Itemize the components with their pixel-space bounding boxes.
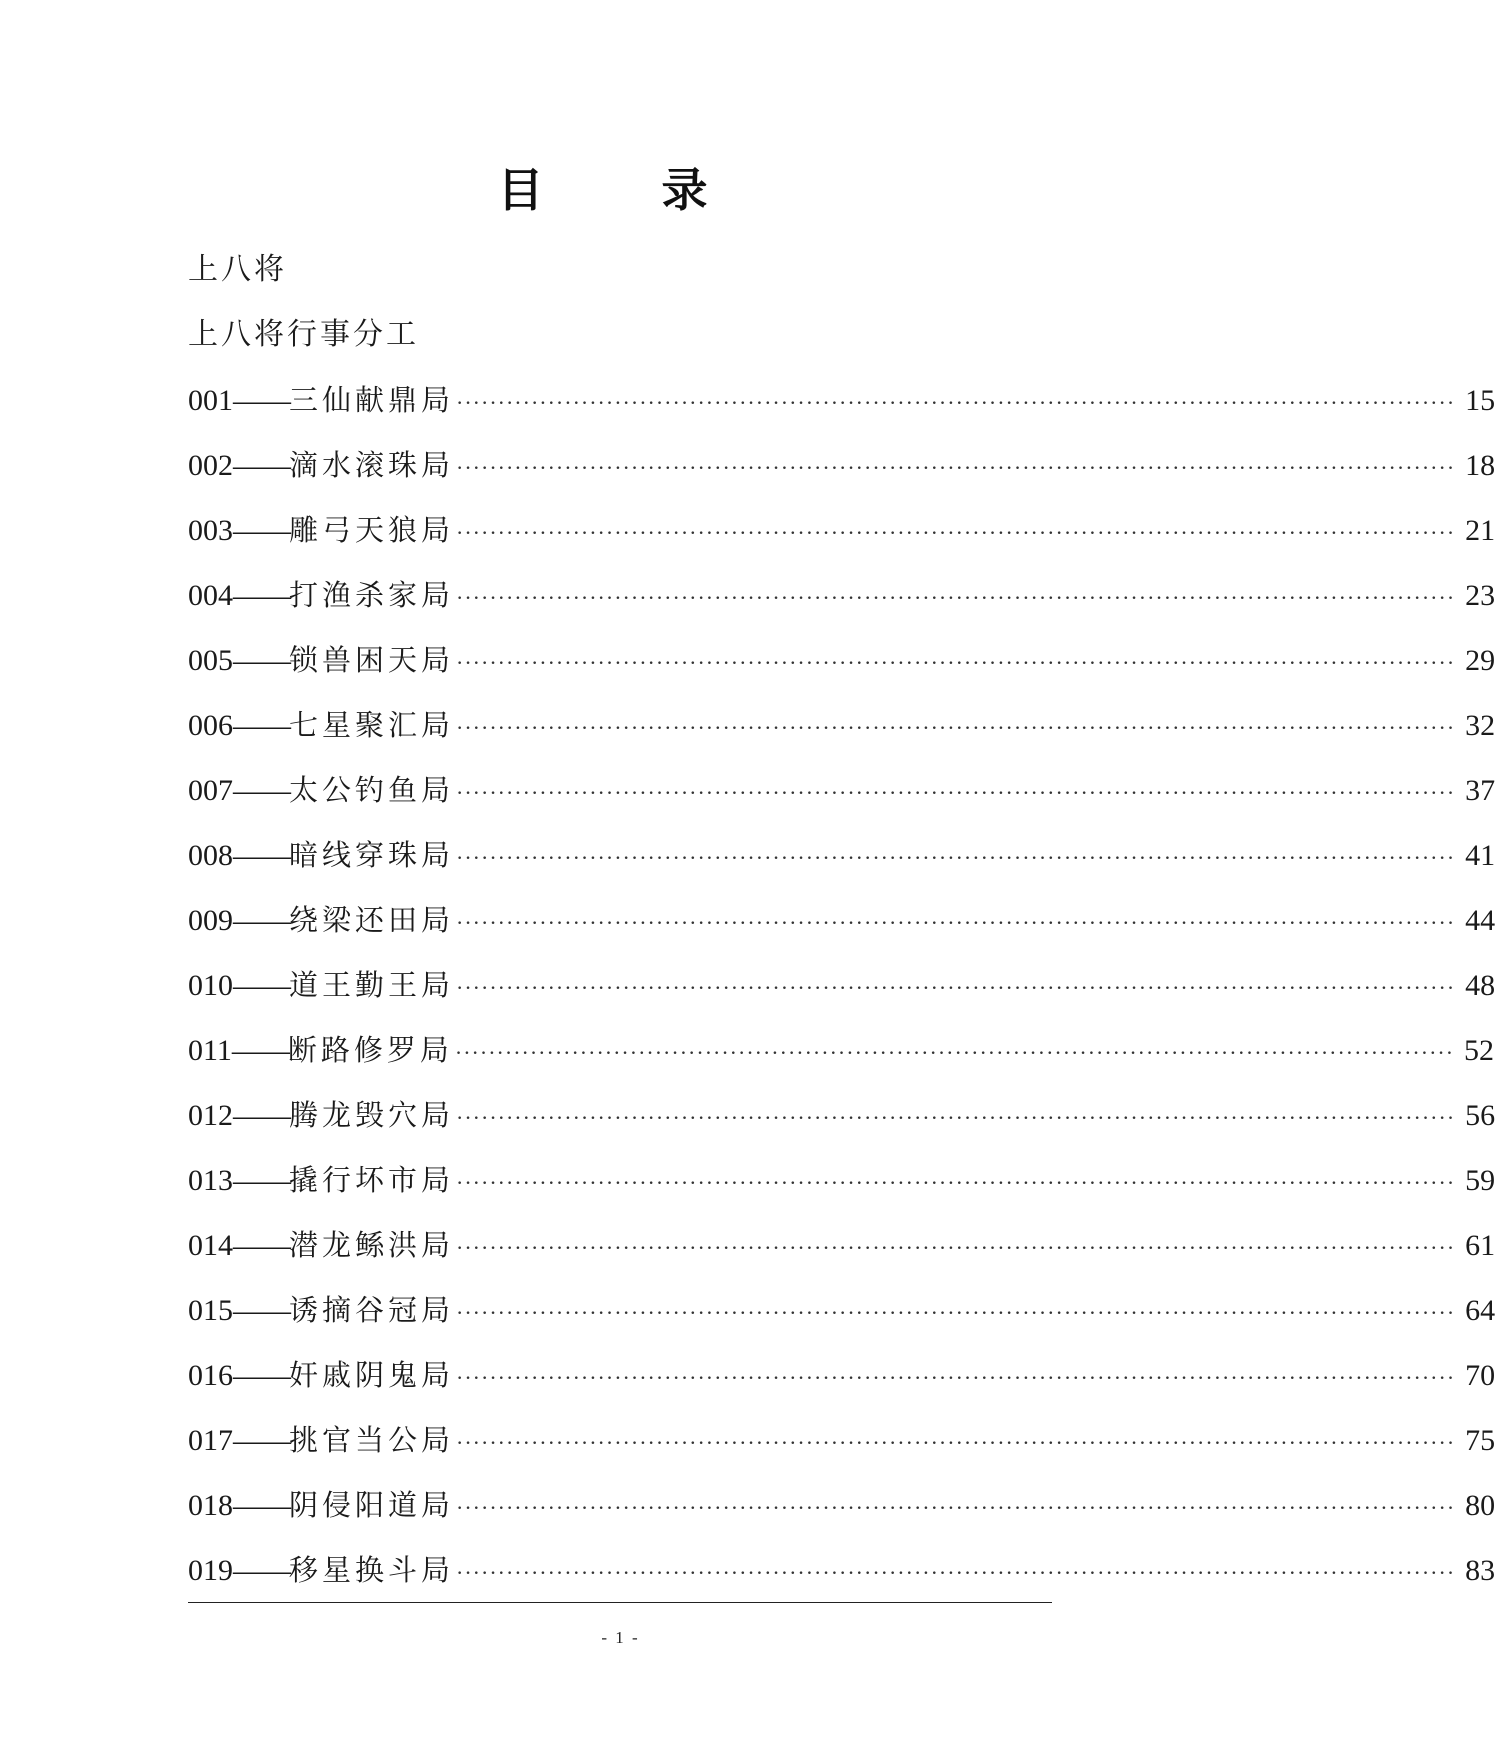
dot-leader: ························································································································: [456, 910, 1456, 935]
dot-leader: ························································································································: [456, 585, 1456, 610]
footer-divider: [188, 1602, 1052, 1603]
entry-number: 016: [188, 1359, 233, 1392]
toc-entry[interactable]: [188, 1226, 1495, 1291]
entry-number: 008: [188, 839, 233, 872]
entry-page-number: 44: [1465, 904, 1495, 937]
dot-leader: ························································································································: [456, 975, 1456, 1000]
entry-separator: ——: [233, 1229, 289, 1262]
entry-page-number: 15: [1465, 384, 1495, 417]
entry-number: 018: [188, 1489, 233, 1522]
entry-separator: ——: [233, 514, 289, 547]
entry-title: 腾龙毁穴局: [289, 1098, 455, 1132]
toc-entry[interactable]: [188, 966, 1495, 1031]
entry-number: 005: [188, 644, 233, 677]
entry-title: 太公钓鱼局: [289, 773, 455, 807]
entry-title: 诱摘谷冠局: [289, 1293, 455, 1327]
entry-title: 滴水滚珠局: [289, 448, 455, 482]
dot-leader: ························································································································: [456, 780, 1456, 805]
entry-title: 绕梁还田局: [289, 903, 455, 937]
dot-leader: ························································································································: [456, 1235, 1456, 1260]
dot-leader: ························································································································: [456, 1300, 1456, 1325]
toc-entry[interactable]: [188, 576, 1495, 641]
entry-separator: ——: [233, 1359, 289, 1392]
entry-title: 移星换斗局: [289, 1553, 455, 1587]
dot-leader: ························································································································: [456, 1495, 1456, 1520]
entry-page-number: 75: [1465, 1424, 1495, 1457]
entry-page-number: 23: [1465, 579, 1495, 612]
entry-title: 撬行坏市局: [289, 1163, 455, 1197]
toc-entry[interactable]: [188, 706, 1495, 771]
entry-title: 挑官当公局: [289, 1423, 455, 1457]
entry-separator: ——: [233, 384, 289, 417]
entry-page-number: 48: [1465, 969, 1495, 1002]
dot-leader: ························································································································: [456, 650, 1456, 675]
toc-entry[interactable]: [188, 836, 1495, 901]
dot-leader: ························································································································: [456, 715, 1456, 740]
entry-title: 暗线穿珠局: [289, 838, 455, 872]
entry-page-number: 70: [1465, 1359, 1495, 1392]
entry-separator: ——: [233, 1294, 289, 1327]
toc-entry[interactable]: [188, 1551, 1495, 1616]
entry-title: 奸戚阴鬼局: [289, 1358, 455, 1392]
entry-separator: ——: [233, 1424, 289, 1457]
entry-page-number: 41: [1465, 839, 1495, 872]
toc-entry[interactable]: [188, 1356, 1495, 1421]
dot-leader: ························································································································: [456, 1430, 1456, 1455]
entry-number: 012: [188, 1099, 233, 1132]
entry-title: 道王勤王局: [289, 968, 455, 1002]
entry-page-number: 80: [1465, 1489, 1495, 1522]
entry-separator: ——: [233, 1489, 289, 1522]
entry-number: 014: [188, 1229, 233, 1262]
entry-number: 013: [188, 1164, 233, 1197]
dot-leader: ························································································································: [456, 1170, 1456, 1195]
dot-leader: ························································································································: [456, 1105, 1456, 1130]
entry-page-number: 21: [1465, 514, 1495, 547]
entry-separator: ——: [233, 709, 289, 742]
toc-entry[interactable]: [188, 381, 1495, 446]
toc-entry[interactable]: [188, 1031, 1495, 1096]
entry-title: 三仙献鼎局: [289, 383, 455, 417]
entry-separator: ——: [233, 1099, 289, 1132]
toc-heading[interactable]: 上八将行事分工: [188, 317, 419, 352]
entry-number: 009: [188, 904, 233, 937]
entry-page-number: 59: [1465, 1164, 1495, 1197]
dot-leader: ························································································································: [456, 1365, 1456, 1390]
entry-separator: ——: [233, 969, 289, 1002]
entry-separator: ——: [233, 774, 289, 807]
toc-entry[interactable]: [188, 901, 1495, 966]
entry-number: 003: [188, 514, 233, 547]
entry-page-number: 37: [1465, 774, 1495, 807]
entry-number: 001: [188, 384, 233, 417]
entry-page-number: 83: [1465, 1554, 1495, 1587]
entry-number: 017: [188, 1424, 233, 1457]
toc-entry[interactable]: [188, 1486, 1495, 1551]
entry-page-number: 52: [1464, 1034, 1495, 1067]
dot-leader: ························································································································: [454, 1040, 1455, 1065]
entry-title: 断路修罗局: [287, 1033, 453, 1067]
dot-leader: ························································································································: [456, 520, 1456, 545]
entry-separator: ——: [231, 1034, 288, 1067]
toc-entries: [188, 381, 1495, 1616]
dot-leader: ························································································································: [456, 845, 1456, 870]
toc-entry[interactable]: [188, 1096, 1495, 1161]
entry-page-number: 61: [1465, 1229, 1495, 1262]
entry-number: 007: [188, 774, 233, 807]
entry-title: 七星聚汇局: [289, 708, 455, 742]
toc-entry[interactable]: [188, 1291, 1495, 1356]
entry-number: 015: [188, 1294, 233, 1327]
entry-separator: ——: [233, 839, 289, 872]
entry-separator: ——: [233, 449, 289, 482]
toc-heading[interactable]: 上八将: [188, 252, 287, 287]
entry-page-number: 18: [1465, 449, 1495, 482]
toc-entry[interactable]: [188, 641, 1495, 706]
entry-title: 锁兽困天局: [289, 643, 455, 677]
dot-leader: ························································································································: [456, 1560, 1456, 1585]
entry-title: 雕弓天狼局: [289, 513, 455, 547]
entry-page-number: 32: [1465, 709, 1495, 742]
dot-leader: ························································································································: [456, 455, 1456, 480]
entry-separator: ——: [233, 1554, 289, 1587]
entry-number: 011: [188, 1034, 232, 1067]
toc-entry[interactable]: [188, 1161, 1495, 1226]
table-of-contents: [188, 251, 1495, 1616]
toc-entry[interactable]: [188, 511, 1495, 576]
page-number: - 1 -: [601, 1628, 640, 1647]
entry-number: 019: [188, 1554, 233, 1587]
entry-page-number: 29: [1465, 644, 1495, 677]
toc-entry[interactable]: [188, 1421, 1495, 1486]
entry-page-number: 56: [1465, 1099, 1495, 1132]
entry-separator: ——: [233, 904, 289, 937]
entry-separator: ——: [233, 644, 289, 677]
entry-page-number: 64: [1465, 1294, 1495, 1327]
toc-entry[interactable]: [188, 771, 1495, 836]
entry-separator: ——: [233, 579, 289, 612]
entry-number: 010: [188, 969, 233, 1002]
entry-title: 潜龙鲧洪局: [289, 1228, 455, 1262]
entry-title: 阴侵阳道局: [289, 1488, 455, 1522]
toc-title: 目 录: [497, 163, 744, 217]
toc-entry[interactable]: [188, 446, 1495, 511]
entry-number: 006: [188, 709, 233, 742]
entry-separator: ——: [233, 1164, 289, 1197]
dot-leader: ························································································································: [456, 390, 1456, 415]
entry-number: 004: [188, 579, 233, 612]
entry-number: 002: [188, 449, 233, 482]
entry-title: 打渔杀家局: [289, 578, 455, 612]
